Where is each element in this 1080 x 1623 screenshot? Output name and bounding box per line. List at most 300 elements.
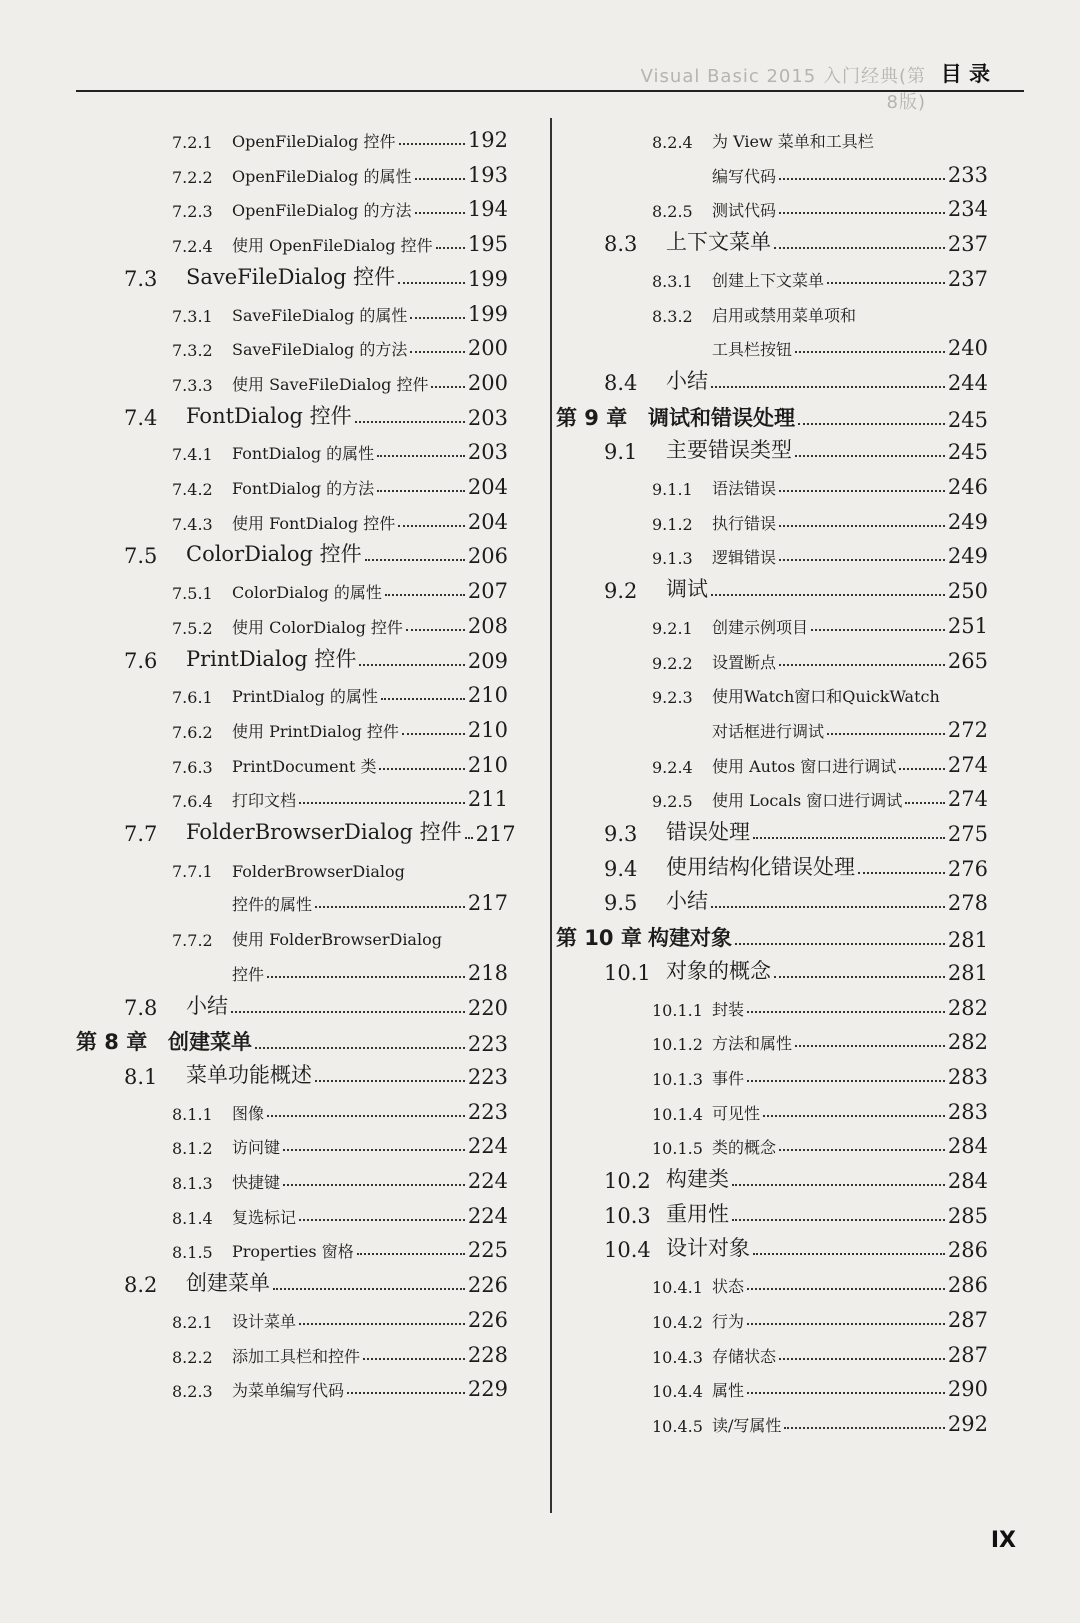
leader-dots [381, 698, 465, 700]
leader-dots [747, 1288, 945, 1290]
toc-title: 设计菜单 [232, 1311, 297, 1331]
toc-number: 8.1.4 [172, 1208, 213, 1228]
toc-page-number: 199 [467, 266, 508, 291]
toc-number: 7.7.1 [172, 861, 213, 881]
toc-entry [652, 1126, 988, 1158]
toc-title: 对象的概念 [666, 958, 771, 983]
leader-dots [415, 212, 465, 214]
toc-number: 7.6.3 [172, 757, 213, 777]
leader-dots [436, 247, 465, 249]
toc-number: 第 8 章 [76, 1030, 148, 1055]
toc-entry [604, 849, 988, 881]
toc-number: 7.2.1 [172, 133, 213, 152]
toc-number: 10.1.1 [652, 1000, 703, 1020]
toc-title: 复选标记 [232, 1207, 297, 1227]
toc-entry [172, 155, 508, 187]
toc-page-number: 224 [467, 1134, 508, 1159]
leader-dots [398, 282, 465, 284]
toc-title: ColorDialog 的属性 [232, 583, 382, 603]
leader-dots [779, 1149, 945, 1151]
toc-title: 调试 [666, 577, 708, 602]
toc-page-number: 245 [947, 407, 988, 432]
toc-number: 7.3.1 [172, 306, 213, 326]
toc-title: 小结 [186, 993, 228, 1018]
toc-title: FontDialog 的方法 [232, 479, 375, 498]
toc-entry [172, 1092, 508, 1124]
toc-page-number: 284 [947, 1169, 988, 1193]
leader-dots [299, 802, 465, 804]
toc-title: 执行错误 [712, 513, 777, 533]
toc-title: 设计对象 [666, 1236, 750, 1261]
toc-page-number: 223 [467, 1099, 508, 1124]
toc-page-number: 274 [947, 787, 988, 812]
toc-entry [172, 120, 508, 152]
leader-dots [753, 1253, 945, 1255]
leader-dots [385, 594, 465, 596]
toc-number: 10.2 [604, 1169, 651, 1193]
toc-entry [604, 814, 988, 846]
toc-entry [172, 1161, 508, 1193]
toc-title: 启用或禁用菜单项和 [712, 305, 857, 325]
toc-entry [652, 467, 988, 499]
toc-title: 创建上下文菜单 [712, 270, 825, 290]
toc-title: 工具栏按钮 [712, 340, 793, 360]
toc-page-number: 229 [467, 1377, 508, 1402]
toc-entry [172, 779, 508, 811]
toc-entry [124, 259, 508, 291]
toc-title: 图像 [232, 1103, 265, 1123]
toc-number: 9.2 [604, 579, 638, 604]
toc-entry [124, 641, 508, 673]
toc-title: 事件 [712, 1068, 745, 1088]
column-divider [550, 118, 552, 1513]
toc-title: 创建菜单 [186, 1271, 270, 1296]
leader-dots [711, 906, 945, 908]
toc-entry [172, 1369, 508, 1401]
toc-page-number: 204 [467, 475, 508, 499]
toc-number: 7.7.2 [172, 931, 213, 951]
toc-title: 行为 [712, 1311, 745, 1331]
toc-page-number: 218 [467, 960, 508, 985]
section-label: 目 录 [940, 62, 990, 86]
leader-dots [732, 1184, 945, 1186]
toc-title: OpenFileDialog 的方法 [232, 201, 412, 221]
toc-page-number: 210 [467, 752, 508, 777]
leader-dots [779, 664, 945, 666]
toc-entry [652, 1404, 988, 1436]
toc-number: 7.6.4 [172, 792, 213, 812]
leader-dots [763, 1115, 945, 1117]
toc-page-number: 224 [467, 1203, 508, 1228]
toc-number: 8.1.1 [172, 1104, 213, 1124]
toc-number: 第 9 章 [556, 405, 628, 430]
leader-dots [795, 1045, 945, 1047]
toc-title: 使用 SaveFileDialog 控件 [232, 374, 429, 394]
toc-entry [604, 1230, 988, 1262]
leader-dots [784, 1427, 945, 1429]
toc-entry [172, 502, 508, 534]
toc-page-number: 192 [467, 128, 508, 152]
toc-page-number: 217 [475, 822, 516, 846]
page-number: IX [990, 1528, 1016, 1553]
leader-dots [747, 1323, 945, 1325]
toc-title: 使用结构化错误处理 [666, 854, 855, 879]
leader-dots [779, 1358, 945, 1360]
toc-entry [172, 675, 508, 707]
leader-dots [315, 906, 465, 908]
toc-number: 7.3.2 [172, 341, 213, 361]
toc-number: 10.4.4 [652, 1382, 703, 1402]
toc-number: 9.2.5 [652, 792, 693, 812]
toc-page-number: 276 [947, 856, 988, 881]
toc-page-number: 228 [467, 1342, 508, 1367]
toc-title: 测试代码 [712, 201, 777, 221]
toc-title: FolderBrowserDialog [232, 861, 405, 881]
toc-number: 8.1.3 [172, 1174, 213, 1193]
toc-number: 8.2.5 [652, 202, 693, 222]
toc-title: 读/写属性 [712, 1415, 782, 1435]
leader-dots [347, 1392, 465, 1394]
toc-number: 10.4.3 [652, 1347, 703, 1367]
toc-number: 8.4 [604, 370, 638, 395]
toc-title: 对话框进行调试 [712, 721, 825, 741]
toc-page-number: 203 [467, 405, 508, 430]
toc-title: SaveFileDialog 控件 [186, 264, 396, 289]
toc-entry [652, 189, 988, 221]
leader-dots [779, 525, 945, 527]
toc-title: FontDialog 的属性 [232, 444, 375, 464]
leader-dots [402, 733, 465, 735]
leader-dots [905, 802, 945, 804]
toc-page-number: 249 [947, 509, 988, 534]
toc-page-number: 210 [467, 717, 508, 742]
toc-page-number: 286 [947, 1238, 988, 1263]
toc-title: 创建菜单 [168, 1030, 252, 1055]
toc-title: 封装 [712, 999, 745, 1019]
toc-page-number: 199 [467, 301, 508, 326]
toc-page-number: 207 [467, 579, 508, 604]
toc-page-number: 283 [947, 1099, 988, 1124]
toc-entry [712, 155, 988, 187]
toc-number: 10.1.4 [652, 1104, 703, 1124]
toc-title: Properties 窗格 [232, 1242, 354, 1262]
toc-title: 主要错误类型 [666, 438, 792, 463]
toc-page-number: 283 [947, 1064, 988, 1089]
toc-number: 8.2.2 [172, 1347, 213, 1367]
toc-page-number: 272 [947, 717, 988, 742]
toc-title: 属性 [712, 1381, 745, 1401]
toc-entry [604, 883, 988, 915]
toc-title: 使用 OpenFileDialog 控件 [232, 236, 433, 256]
toc-number: 7.6.2 [172, 722, 213, 742]
toc-number: 9.3 [604, 822, 638, 846]
toc-title: 控件的属性 [232, 895, 313, 915]
toc-page-number: 281 [947, 928, 988, 953]
toc-entry [172, 1300, 508, 1332]
leader-dots [267, 1115, 465, 1117]
leader-dots [465, 837, 473, 839]
toc-title: 编写代码 [712, 166, 777, 186]
toc-entry [604, 1161, 988, 1193]
toc-entry [652, 675, 988, 707]
toc-title: 调试和错误处理 [648, 405, 795, 430]
toc-page-number: 225 [467, 1238, 508, 1263]
toc-number: 9.4 [604, 856, 638, 881]
toc-page-number: 244 [947, 370, 988, 395]
toc-entry [604, 432, 988, 464]
leader-dots [273, 1288, 465, 1290]
toc-title: 使用 FolderBrowserDialog [232, 930, 442, 950]
leader-dots [795, 351, 945, 353]
toc-number: 10.1.2 [652, 1035, 703, 1055]
toc-page-number: 287 [947, 1342, 988, 1367]
toc-number: 9.2.2 [652, 653, 693, 673]
toc-entry [172, 571, 508, 603]
leader-dots [811, 629, 945, 631]
leader-dots [399, 143, 465, 145]
toc-page-number: 224 [467, 1169, 508, 1193]
toc-page-number: 220 [467, 995, 508, 1020]
toc-page-number: 290 [947, 1377, 988, 1402]
toc-title: 可见性 [712, 1103, 761, 1123]
toc-title: 存储状态 [712, 1346, 777, 1366]
toc-number: 7.4 [124, 405, 158, 430]
toc-page-number: 210 [467, 683, 508, 708]
toc-number: 7.7 [124, 822, 158, 846]
toc-page-number: 237 [947, 266, 988, 291]
toc-entry [652, 259, 988, 291]
toc-number: 8.3.2 [652, 306, 693, 326]
toc-title: 错误处理 [666, 820, 750, 844]
toc-number: 10.4.1 [652, 1278, 703, 1298]
toc-entry [652, 1092, 988, 1124]
toc-number: 10.1.3 [652, 1069, 703, 1089]
leader-dots [779, 559, 945, 561]
toc-number: 7.4.3 [172, 514, 213, 534]
leader-dots [827, 733, 945, 735]
toc-entry [172, 918, 508, 950]
toc-number: 7.4.1 [172, 445, 213, 465]
leader-dots [747, 1392, 945, 1394]
leader-dots [283, 1184, 465, 1186]
toc-title: 访问键 [232, 1138, 281, 1158]
toc-page-number: 275 [947, 822, 988, 846]
leader-dots [747, 1080, 945, 1082]
toc-entry [232, 953, 508, 985]
toc-title: PrintDocument 类 [232, 756, 377, 776]
toc-number: 10.1.5 [652, 1139, 703, 1159]
toc-page-number: 286 [947, 1273, 988, 1298]
leader-dots [359, 664, 465, 666]
toc-entry [652, 1369, 988, 1401]
toc-title: 菜单功能概述 [186, 1062, 312, 1087]
toc-title: PrintDialog 控件 [186, 646, 357, 671]
book-title: Visual Basic 2015 入门经典(第8版) [640, 66, 926, 113]
toc-entry [172, 363, 508, 395]
toc-page-number: 282 [947, 995, 988, 1020]
toc-title: 状态 [712, 1277, 745, 1297]
toc-number: 10.1 [604, 960, 651, 985]
toc-number: 7.5 [124, 544, 158, 569]
toc-number: 8.2.3 [172, 1382, 213, 1402]
toc-title: ColorDialog 控件 [186, 542, 362, 567]
toc-number: 9.5 [604, 891, 638, 916]
toc-number: 7.5.1 [172, 584, 213, 604]
toc-entry [652, 536, 988, 568]
leader-dots [377, 455, 465, 457]
leader-dots [231, 1011, 465, 1013]
leader-dots [431, 386, 464, 388]
leader-dots [711, 386, 945, 388]
toc-title: 小结 [666, 368, 708, 393]
toc-number: 10.4.2 [652, 1312, 703, 1332]
toc-title: 创建示例项目 [712, 617, 809, 637]
toc-page-number: 223 [467, 1032, 508, 1057]
toc-page-number: 211 [467, 787, 508, 812]
toc-entry [124, 1265, 508, 1297]
toc-title: 设置断点 [712, 652, 777, 672]
leader-dots [798, 423, 945, 425]
toc-page-number: 237 [947, 232, 988, 257]
toc-number: 9.1 [604, 440, 638, 465]
toc-entry [172, 1230, 508, 1262]
toc-page-number: 278 [947, 891, 988, 916]
toc-title: 小结 [666, 889, 708, 914]
toc-page-number: 209 [467, 648, 508, 673]
toc-entry [652, 745, 988, 777]
toc-page-number: 234 [947, 197, 988, 222]
leader-dots [283, 1149, 465, 1151]
toc-title: 类的概念 [712, 1138, 777, 1158]
toc-entry [232, 883, 508, 915]
toc-title: 控件 [232, 964, 265, 984]
toc-title: 使用 Locals 窗口进行调试 [712, 791, 903, 811]
leader-dots [267, 976, 465, 978]
toc-number: 9.1.1 [652, 480, 693, 499]
toc-title: 构建对象 [648, 926, 732, 951]
header-rule [76, 90, 1024, 92]
toc-entry [172, 224, 508, 256]
toc-page-number: 233 [947, 162, 988, 187]
toc-title: 方法和属性 [712, 1034, 793, 1054]
toc-number: 10.4.5 [652, 1416, 703, 1436]
leader-dots [410, 317, 465, 319]
toc-number: 7.5.2 [172, 618, 213, 638]
toc-entry [652, 1300, 988, 1332]
leader-dots [795, 455, 945, 457]
toc-title: 构建类 [666, 1167, 729, 1191]
toc-page-number: 246 [947, 475, 988, 499]
toc-title: FontDialog 控件 [186, 403, 352, 428]
running-header [640, 58, 990, 113]
leader-dots [255, 1047, 465, 1049]
toc-page-number: 287 [947, 1307, 988, 1332]
toc-page-number: 281 [947, 960, 988, 985]
toc-entry [172, 294, 508, 326]
toc-entry [652, 1265, 988, 1297]
toc-entry [556, 400, 988, 432]
toc-entry [604, 1196, 988, 1228]
toc-number: 8.2.1 [172, 1312, 213, 1332]
toc-entry [604, 571, 988, 603]
toc-entry [76, 1024, 508, 1056]
toc-page-number: 292 [947, 1411, 988, 1436]
toc-entry [604, 224, 988, 256]
toc-title: SaveFileDialog 的方法 [232, 340, 408, 360]
toc-entry [652, 1022, 988, 1054]
toc-number: 8.1 [124, 1064, 158, 1089]
leader-dots [753, 837, 945, 839]
toc-title: SaveFileDialog 的属性 [232, 305, 408, 325]
toc-page-number: 208 [467, 613, 508, 638]
toc-entry [172, 1335, 508, 1367]
toc-number: 9.1.2 [652, 514, 693, 534]
toc-page-number: 200 [467, 336, 508, 361]
toc-page-number: 285 [947, 1203, 988, 1228]
toc-entry [652, 502, 988, 534]
toc-title: 语法错误 [712, 479, 777, 498]
leader-dots [357, 1253, 465, 1255]
leader-dots [398, 525, 465, 527]
toc-number: 10.3 [604, 1203, 651, 1228]
toc-title: 使用 PrintDialog 控件 [232, 721, 399, 741]
leader-dots [415, 178, 465, 180]
toc-page-number: 223 [467, 1064, 508, 1089]
leader-dots [377, 490, 465, 492]
toc-number: 7.3 [124, 266, 158, 291]
toc-entry [124, 1057, 508, 1089]
toc-page-number: 195 [467, 232, 508, 257]
toc-number: 9.1.3 [652, 549, 693, 569]
toc-entry [652, 779, 988, 811]
toc-page-number: 203 [467, 440, 508, 465]
toc-number: 9.2.3 [652, 688, 693, 708]
leader-dots [774, 976, 945, 978]
toc-number: 8.2.4 [652, 133, 693, 152]
toc-entry [652, 1335, 988, 1367]
leader-dots [711, 594, 945, 596]
toc-number: 7.6.1 [172, 688, 213, 708]
toc-title: OpenFileDialog 控件 [232, 132, 396, 151]
toc-entry [172, 467, 508, 499]
leader-dots [355, 421, 465, 423]
toc-entry [652, 1057, 988, 1089]
toc-title: 使用 ColorDialog 控件 [232, 617, 403, 637]
toc-entry [652, 641, 988, 673]
leader-dots [406, 629, 465, 631]
leader-dots [779, 490, 945, 492]
toc-entry [172, 1126, 508, 1158]
toc-number: 10.4 [604, 1238, 651, 1263]
leader-dots [827, 282, 945, 284]
toc-title: 逻辑错误 [712, 548, 777, 568]
toc-page-number: 282 [947, 1030, 988, 1055]
toc-entry [712, 328, 988, 360]
leader-dots [735, 943, 945, 945]
toc-number: 8.1.2 [172, 1139, 213, 1159]
toc-page-number: 226 [467, 1307, 508, 1332]
toc-entry [172, 606, 508, 638]
leader-dots [315, 1080, 465, 1082]
toc-page-number: 206 [467, 544, 508, 569]
toc-number: 7.3.3 [172, 375, 213, 395]
toc-number: 7.2.4 [172, 237, 213, 257]
toc-entry [652, 606, 988, 638]
toc-page-number: 249 [947, 544, 988, 569]
toc-entry [652, 120, 988, 152]
toc-page-number: 194 [467, 197, 508, 222]
toc-number: 8.3.1 [652, 271, 693, 291]
